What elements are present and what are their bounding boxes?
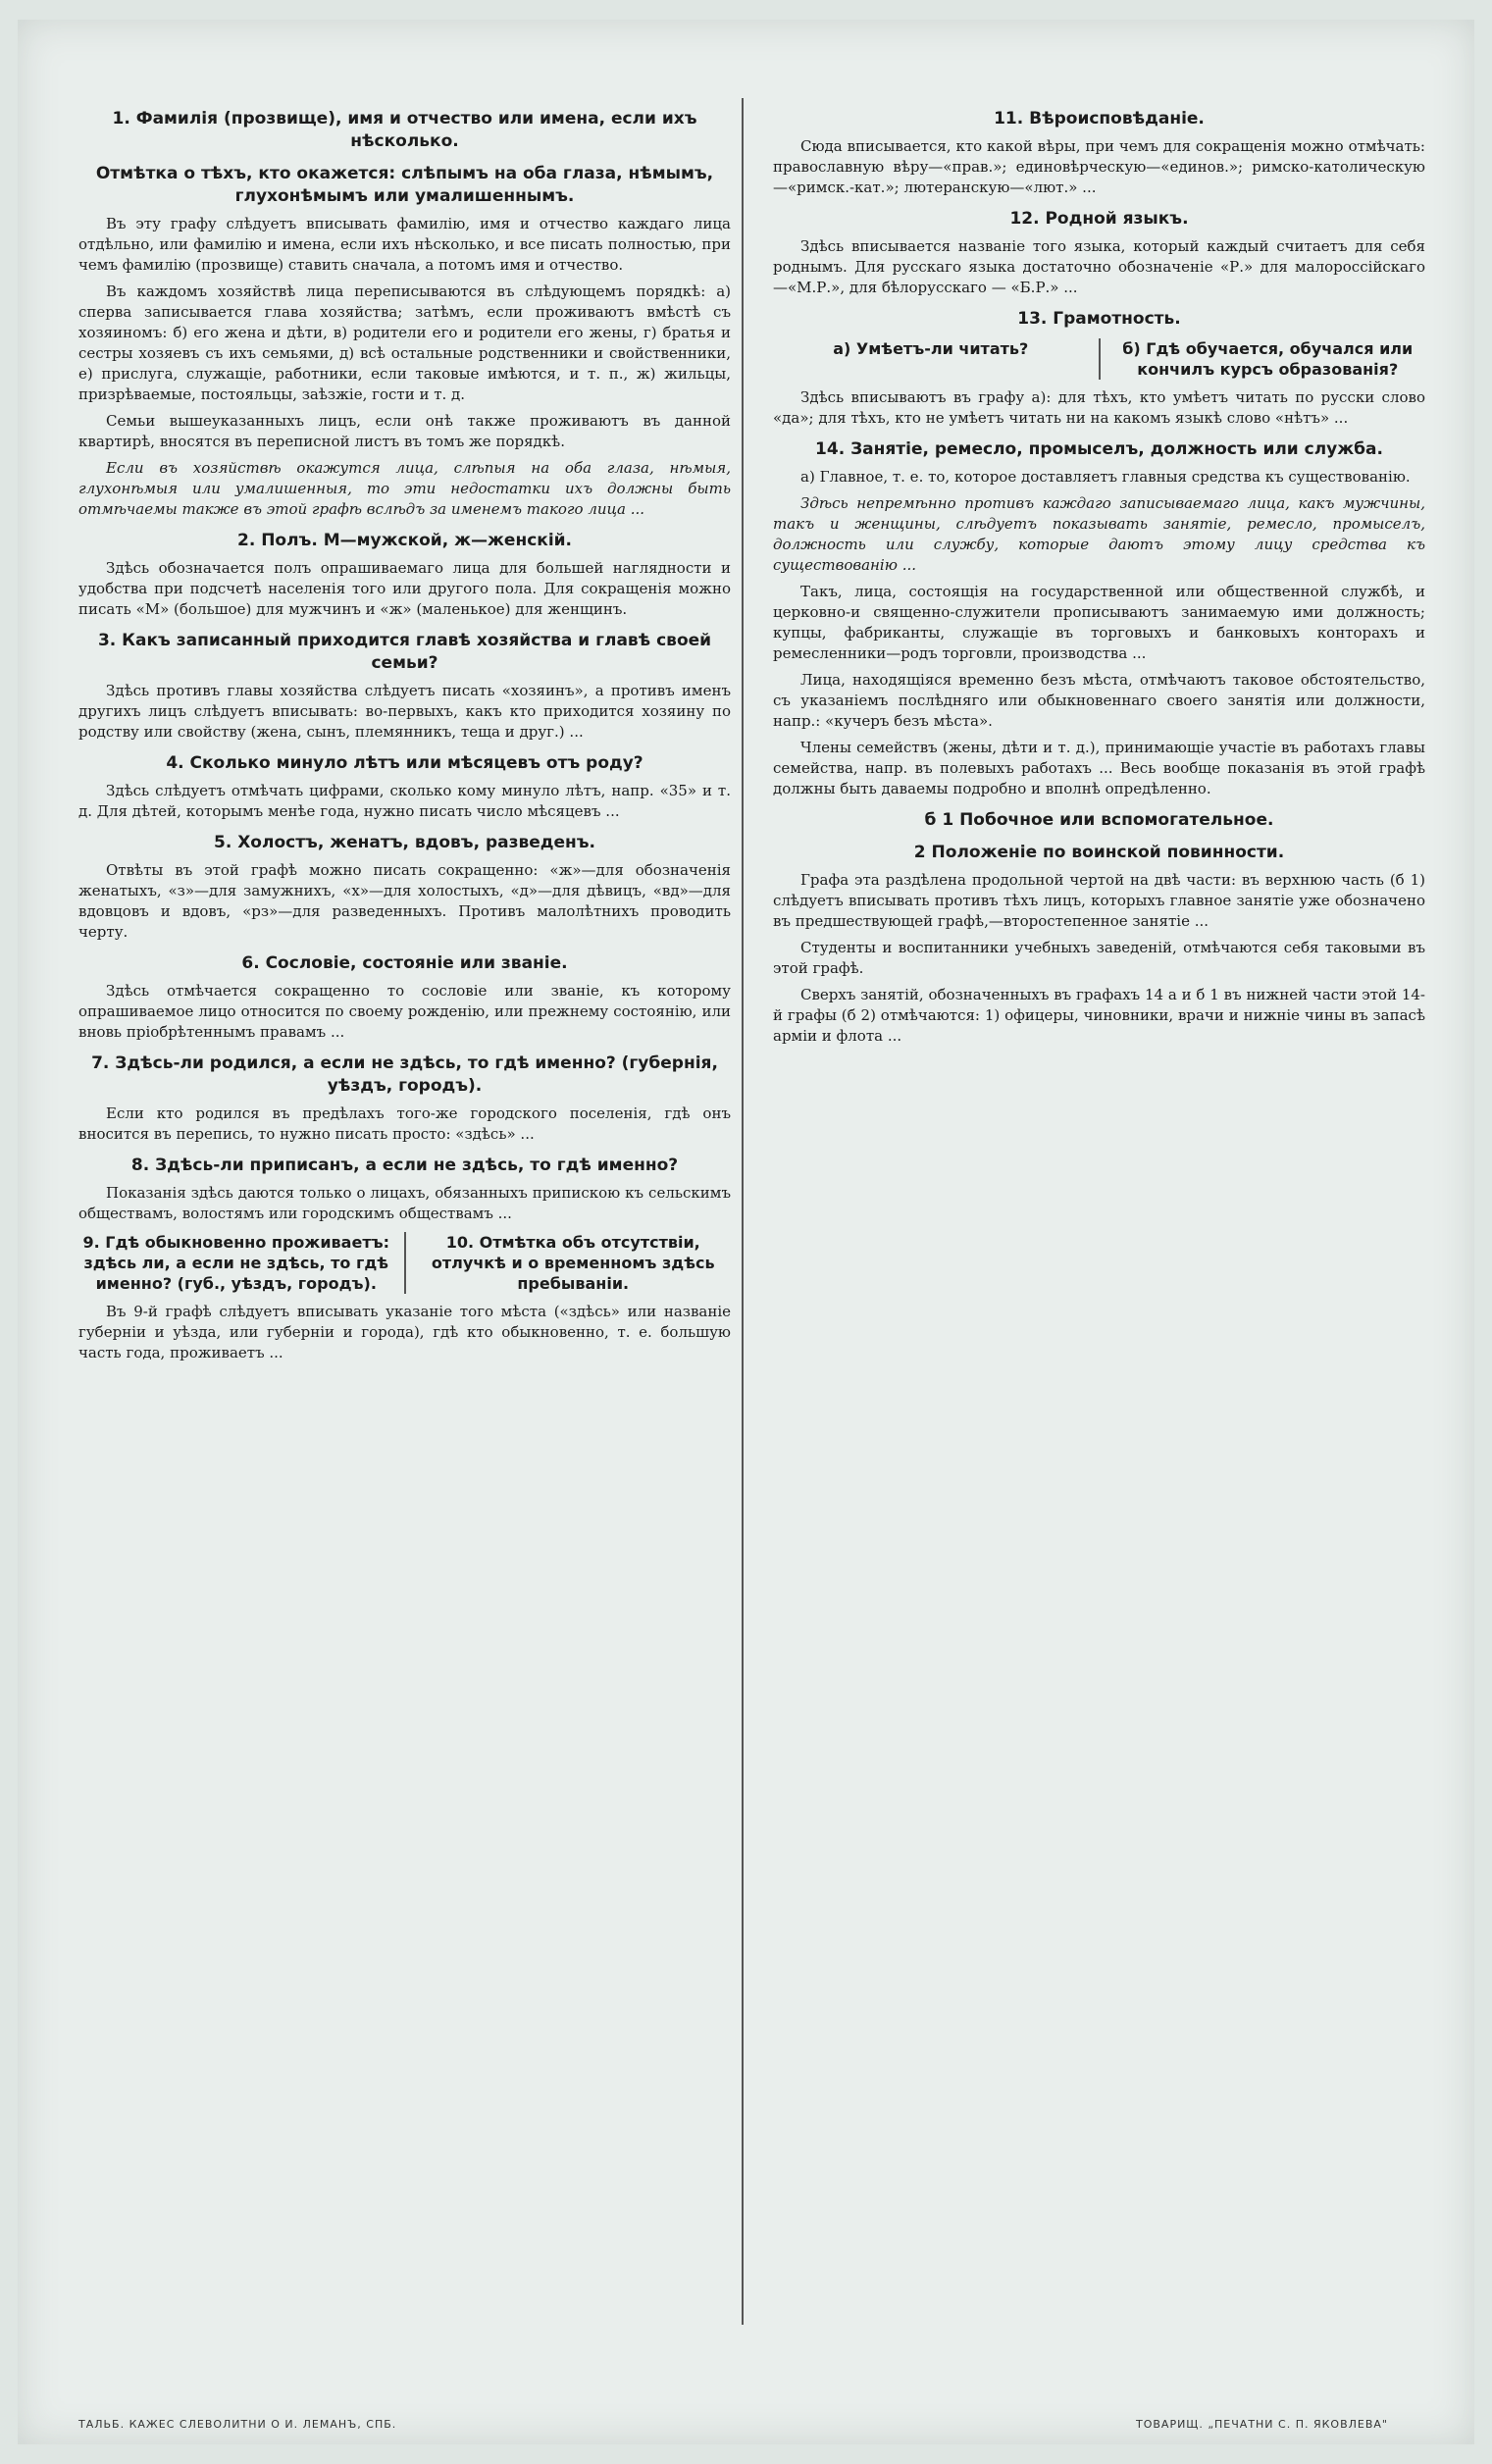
- paragraph: а) Главное, т. е. то, которое доставляетъ главныя средства къ существованію.: [800, 468, 1411, 486]
- heading-11-religion: 11. Вѣроисповѣданіе.: [994, 109, 1205, 128]
- paragraph: Въ эту графу слѣдуетъ вписывать фамилію, имя и отчество каждаго лица отдѣльно, или фамилію и имена, если ихъ нѣсколько, и все писать полностью, при чемъ фамилію (прозвище) ставить сначала, а потомъ имя и отчество.: [78, 215, 731, 274]
- paragraph: Лица, находящіяся временно безъ мѣста, отмѣчаютъ таковое обстоятельство, съ указаніемъ послѣдняго или обыкновеннаго своего занятія или должности, напр.: «кучеръ безъ мѣста».: [773, 671, 1425, 730]
- paragraph: Сюда вписывается, кто какой вѣры, при чемъ для сокращенія можно отмѣчать: православную вѣру—«прав.»; единовѣрческую—«единов.»; римско-католическую—«римск.-кат.»; лютеранскую—«лют.» ...: [773, 137, 1425, 196]
- subheading-secondary: б 1 Побочное или вспомогательное.: [924, 810, 1274, 830]
- heading-4-age: 4. Сколько минуло лѣтъ или мѣсяцевъ отъ роду?: [166, 753, 643, 773]
- paragraph: Здѣсь непремѣнно противъ каждаго записываемаго лица, какъ мужчины, такъ и женщины, слѣдуетъ показывать занятіе, ремесло, промыселъ, должность или службу, которые даютъ этому лицу средства къ существованію ...: [773, 494, 1425, 574]
- divider: [1099, 338, 1101, 380]
- paragraph: Отвѣты въ этой графѣ можно писать сокращенно: «ж»—для обозначенія женатыхъ, «з»—для замужнихъ, «х»—для холостыхъ, «д»—для дѣвицъ, «вд»—для вдовцовъ и вдовъ, «рз»—для разведенныхъ. Противъ малолѣтнихъ проводить черту.: [78, 861, 731, 941]
- heading-2-sex: 2. Полъ. М—мужской, ж—женскій.: [236, 531, 573, 550]
- paragraph: Здѣсь обозначается полъ опрашиваемаго лица для большей наглядности и удобства при подсчетѣ населенія того или другого пола. Для сокращенія можно писать «М» (большое) для мужчинъ и «ж» (маленькое) для женщинъ.: [78, 559, 731, 618]
- heading-5-marital: 5. Холостъ, женатъ, вдовъ, разведенъ.: [214, 833, 595, 852]
- heading-12-language: 12. Родной языкъ.: [1009, 209, 1189, 229]
- heading-9-residence: 9. Гдѣ обыкновенно проживаетъ: здѣсь ли, а если не здѣсь, то гдѣ именно? (губ., уѣздъ, городъ).: [82, 1233, 390, 1293]
- printer-imprint-left: ТАЛЬБ. КАЖЕС СЛЕВОЛИТНИ О И. ЛЕМАНЪ, СПБ.: [78, 2418, 397, 2431]
- paragraph: Здѣсь отмѣчается сокращенно то сословіе или званіе, къ которому опрашиваемое лицо относится по своему рожденію, или прежнему состоянію, или вновь пріобрѣтеннымъ правамъ ...: [78, 982, 731, 1041]
- paragraph: Члены семействъ (жены, дѣти и т. д.), принимающіе участіе въ работахъ главы семейства, напр. въ полевыхъ работахъ ... Весь вообще показанія въ этой графѣ должны быть даваемы подробно и вполнѣ опредѣленно.: [773, 739, 1425, 797]
- paragraph: Сверхъ занятій, обозначенныхъ въ графахъ 14 а и б 1 въ нижней части этой 14-й графы (б 2) отмѣчаются: 1) офицеры, чиновники, врачи и нижніе чины въ запасѣ арміи и флота ...: [773, 986, 1425, 1045]
- paragraph: Если кто родился въ предѣлахъ того-же городского поселенія, гдѣ онъ вносится въ перепись, то нужно писать просто: «здѣсь» ...: [78, 1104, 731, 1143]
- heading-10-absence: 10. Отмѣтка объ отсутствіи, отлучкѣ и о временномъ здѣсь пребываніи.: [431, 1233, 715, 1293]
- right-column: [773, 98, 1425, 2325]
- heading-8-registration: 8. Здѣсь-ли приписанъ, а если не здѣсь, то гдѣ именно?: [130, 1155, 679, 1175]
- literacy-question-b: б) Гдѣ обучается, обучался или кончилъ курсъ образованія?: [1122, 339, 1414, 379]
- census-instruction-sheet: [18, 20, 1474, 2444]
- paragraph: Здѣсь противъ главы хозяйства слѣдуетъ писать «хозяинъ», а противъ именъ другихъ лицъ слѣдуетъ вписывать: во-первыхъ, какъ кто приходится хозяину по родству или свойству (жена, сынъ, племянникъ, теща и друг.) ...: [78, 682, 731, 741]
- paragraph: Въ каждомъ хозяйствѣ лица переписываются въ слѣдующемъ порядкѣ: а) сперва записывается глава хозяйства; затѣмъ, если проживаютъ вмѣстѣ съ хозяиномъ: б) его жена и дѣти, в) родители его и родители его жены, г) братья и сестры хозяевъ съ ихъ семьями, д) всѣ остальные родственники и свойственники, е) прислуга, служащіе, работники, если таковые имѣются, и т. п., ж) жильцы, призрѣваемые, постояльцы, заѣзжіе, гости и т. д.: [78, 282, 731, 403]
- paragraph: Студенты и воспитанники учебныхъ заведеній, отмѣчаются себя таковыми въ этой графѣ.: [773, 939, 1425, 977]
- paragraph: Въ 9-й графѣ слѣдуетъ вписывать указаніе того мѣста («здѣсь» или названіе губерніи и уѣзда, или губерніи и города), гдѣ кто обыкновенно, т. е. большую часть года, проживаетъ ...: [78, 1303, 731, 1361]
- literacy-questions: [773, 338, 1425, 380]
- paragraph: Здѣсь вписываютъ въ графу а): для тѣхъ, кто умѣетъ читать по русски слово «да»; для тѣхъ, кто не умѣетъ читать ни на какомъ языкѣ слово «нѣтъ» ...: [773, 388, 1425, 427]
- heading-disabilities: Отмѣтка о тѣхъ, кто окажется: слѣпымъ на оба глаза, нѣмымъ, глухонѣмымъ или умалишеннымъ.: [95, 164, 714, 206]
- paragraph: Показанія здѣсь даются только о лицахъ, обязанныхъ припискою къ сельскимъ обществамъ, волостямъ или городскимъ обществамъ ...: [78, 1184, 731, 1222]
- paragraph: Такъ, лица, состоящія на государственной или общественной службѣ, и церковно-и священно-служители прописываютъ занимаемую ими должность; купцы, фабриканты, служащіе въ торговыхъ и банковыхъ конторахъ и ремесленники—родъ торговли, производства ...: [773, 583, 1425, 662]
- paragraph: Графа эта раздѣлена продольной чертой на двѣ части: въ верхнюю часть (б 1) слѣдуетъ вписывать противъ тѣхъ лицъ, которыхъ главное занятіе уже обозначено въ предшествующей графѣ,—второстепенное занятіе ...: [773, 871, 1425, 930]
- paragraph: Здѣсь слѣдуетъ отмѣчать цифрами, сколько кому минуло лѣтъ, напр. «35» и т. д. Для дѣтей, которымъ менѣе года, нужно писать число мѣсяцевъ ...: [78, 782, 731, 820]
- left-column: [78, 98, 731, 2325]
- heading-3-relation: 3. Какъ записанный приходится главѣ хозяйства и главѣ своей семьи?: [97, 631, 712, 673]
- paragraph: Если въ хозяйствѣ окажутся лица, слѣпыя на оба глаза, нѣмыя, глухонѣмыя или умалишенныя, то эти недостатки ихъ должны быть отмѣчаемы также въ этой графѣ вслѣдъ за именемъ такого лица ...: [78, 459, 731, 518]
- heading-13-literacy: 13. Грамотность.: [1017, 309, 1181, 329]
- heading-6-estate: 6. Сословіе, состояніе или званіе.: [241, 953, 568, 973]
- column-divider: [742, 98, 744, 2325]
- heading-1-name: 1. Фамилія (прозвище), имя и отчество или имена, если ихъ нѣсколько.: [112, 109, 697, 151]
- heading-7-birthplace: 7. Здѣсь-ли родился, а если не здѣсь, то гдѣ именно? (губернія, уѣздъ, городъ).: [91, 1053, 718, 1096]
- divider: [404, 1232, 406, 1294]
- printer-imprint-right: ТОВАРИЩ. „ПЕЧАТНИ С. П. ЯКОВЛЕВА": [1136, 2418, 1388, 2431]
- heading-14-occupation: 14. Занятіе, ремесло, промыселъ, должность или служба.: [815, 439, 1383, 459]
- subheading-military: 2 Положеніе по воинской повинности.: [913, 843, 1285, 862]
- questions-9-10: [78, 1232, 731, 1294]
- paragraph: Семьи вышеуказанныхъ лицъ, если онѣ также проживаютъ въ данной квартирѣ, вносятся въ переписной листъ въ томъ же порядкѣ.: [78, 412, 731, 450]
- paragraph: Здѣсь вписывается названіе того языка, который каждый считаетъ для себя роднымъ. Для русскаго языка достаточно обозначеніе «Р.» для малороссійскаго—«М.Р.», для бѣлорусскаго — «Б.Р.» ...: [773, 237, 1425, 296]
- literacy-question-a: а) Умѣетъ-ли читать?: [833, 339, 1029, 358]
